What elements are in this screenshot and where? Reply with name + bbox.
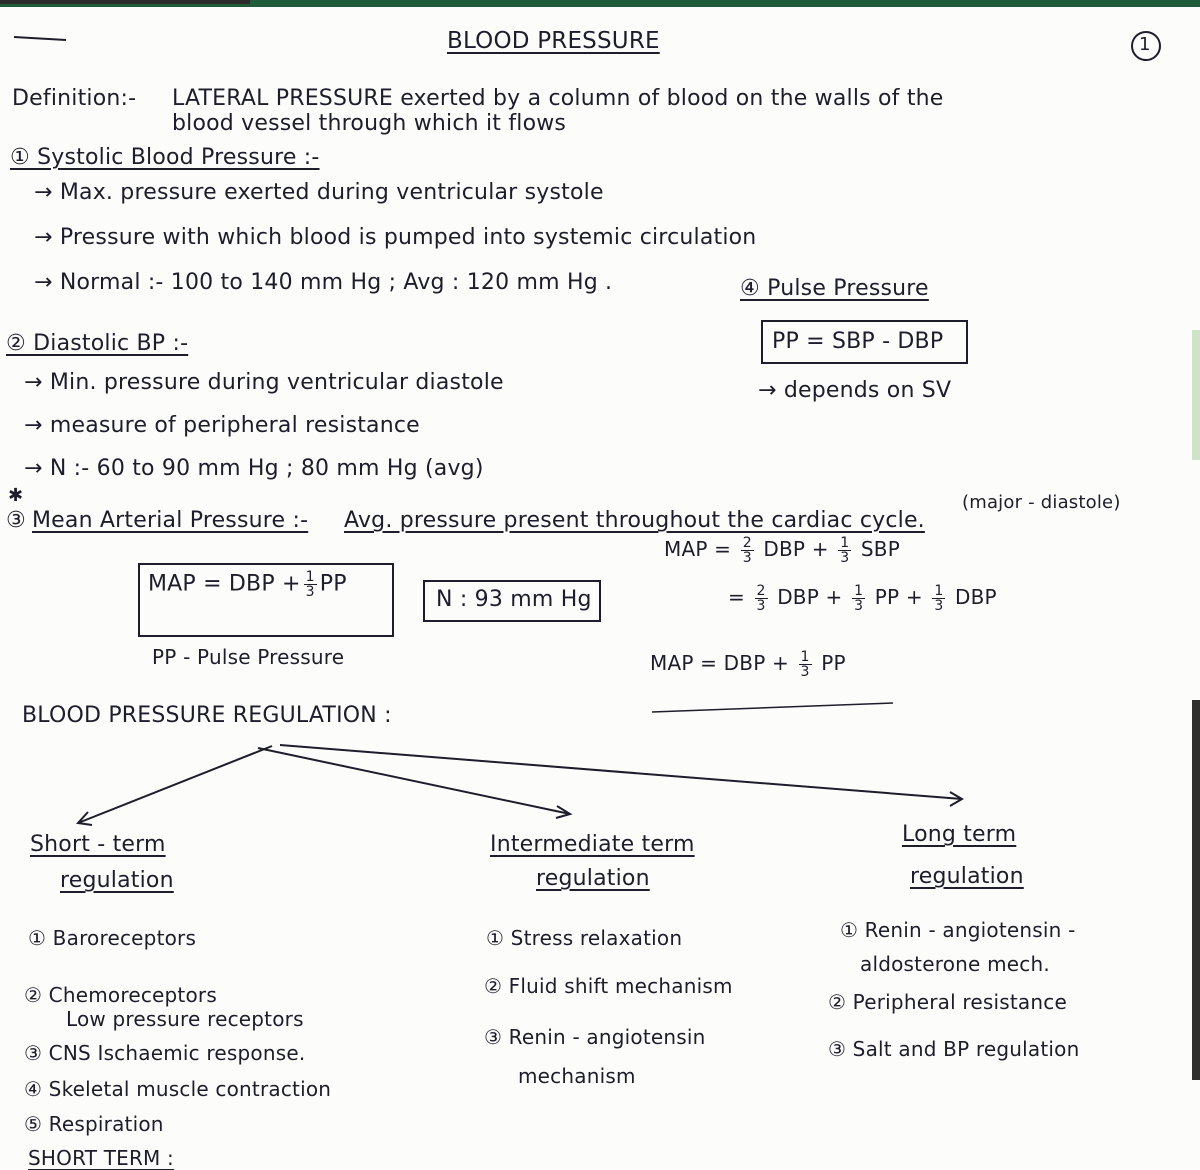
long-term-item-1: ① Renin - angiotensin - xyxy=(840,918,1076,942)
pulse-pressure-heading: ④ Pulse Pressure xyxy=(740,276,929,301)
map-number-marker: ③ xyxy=(6,508,26,533)
regulation-heading: BLOOD PRESSURE REGULATION : xyxy=(22,703,392,728)
diastolic-point-2: → measure of peripheral resistance xyxy=(24,413,420,438)
diastolic-point-3: → N :- 60 to 90 mm Hg ; 80 mm Hg (avg) xyxy=(24,456,484,481)
short-term-item-3: ③ CNS Ischaemic response. xyxy=(24,1041,306,1065)
derivation-line-1: MAP = $\frac{2}{3}$ DBP + $\frac{1}{3}$ SBP xyxy=(664,535,900,566)
diastolic-point-1: → Min. pressure during ventricular diastole xyxy=(24,370,504,395)
arrow-intermediate-term xyxy=(258,748,570,814)
map-definition: Avg. pressure present throughout the cardiac cycle. xyxy=(344,508,925,533)
diastolic-heading: ② Diastolic BP :- xyxy=(6,331,189,356)
intermediate-item-3b: mechanism xyxy=(518,1064,636,1088)
definition-line-2: blood vessel through which it flows xyxy=(172,111,567,136)
intermediate-item-3: ③ Renin - angiotensin xyxy=(484,1025,706,1049)
map-normal-value: N : 93 mm Hg xyxy=(436,587,592,612)
short-term-footer: SHORT TERM : xyxy=(28,1146,174,1170)
short-term-title: Short - term xyxy=(30,832,166,857)
short-term-item-2b: Low pressure receptors xyxy=(66,1007,304,1031)
map-formula-suffix: PP xyxy=(319,571,347,597)
pulse-pressure-note: → depends on SV xyxy=(758,378,952,403)
long-term-title-2: regulation xyxy=(910,864,1024,889)
derivation-line-2: = $\frac{2}{3}$ DBP + $\frac{1}{3}$ PP + $\frac{1}{3}$ DBP xyxy=(728,583,997,614)
map-note: (major - diastole) xyxy=(962,492,1121,513)
intermediate-item-1: ① Stress relaxation xyxy=(486,926,683,950)
systolic-point-1: → Max. pressure exerted during ventricular systole xyxy=(34,180,604,205)
derivation-underline xyxy=(652,703,893,712)
short-term-item-2: ② Chemoreceptors xyxy=(24,983,217,1007)
map-heading: Mean Arterial Pressure :- xyxy=(32,508,309,533)
map-star-marker: ✱ xyxy=(8,485,24,506)
pulse-pressure-formula: PP = SBP - DBP xyxy=(772,329,944,354)
systolic-point-3: → Normal :- 100 to 140 mm Hg ; Avg : 120 mm Hg . xyxy=(34,270,613,295)
systolic-point-2: → Pressure with which blood is pumped into systemic circulation xyxy=(34,225,757,250)
page-number: 1 xyxy=(1139,34,1151,55)
definition-line-1: LATERAL PRESSURE exerted by a column of blood on the walls of the xyxy=(172,86,944,111)
short-term-item-4: ④ Skeletal muscle contraction xyxy=(24,1077,332,1101)
map-formula-prefix: MAP = DBP + xyxy=(148,571,301,597)
short-term-item-1: ① Baroreceptors xyxy=(28,926,197,950)
definition-label: Definition:- xyxy=(12,86,137,111)
map-pp-note: PP - Pulse Pressure xyxy=(152,645,345,669)
one-third-fraction: $\frac{1}{3}$ xyxy=(305,569,315,600)
long-term-item-1b: aldosterone mech. xyxy=(860,952,1050,976)
map-formula xyxy=(148,570,347,599)
regulation-arrows xyxy=(78,745,962,825)
page-title: BLOOD PRESSURE xyxy=(447,28,660,54)
intermediate-item-2: ② Fluid shift mechanism xyxy=(484,974,733,998)
corner-dash xyxy=(14,37,66,40)
arrow-short-term xyxy=(78,746,272,823)
long-term-item-3: ③ Salt and BP regulation xyxy=(828,1037,1080,1061)
short-term-title-2: regulation xyxy=(60,868,174,893)
arrow-long-term xyxy=(280,745,962,799)
systolic-heading: ① Systolic Blood Pressure :- xyxy=(10,145,320,170)
long-term-item-2: ② Peripheral resistance xyxy=(828,990,1067,1014)
short-term-item-5: ⑤ Respiration xyxy=(24,1112,164,1136)
long-term-title: Long term xyxy=(902,822,1017,847)
derivation-line-3: MAP = DBP + $\frac{1}{3}$ PP xyxy=(650,649,846,680)
intermediate-term-title: Intermediate term xyxy=(490,832,695,857)
intermediate-term-title-2: regulation xyxy=(536,866,650,891)
